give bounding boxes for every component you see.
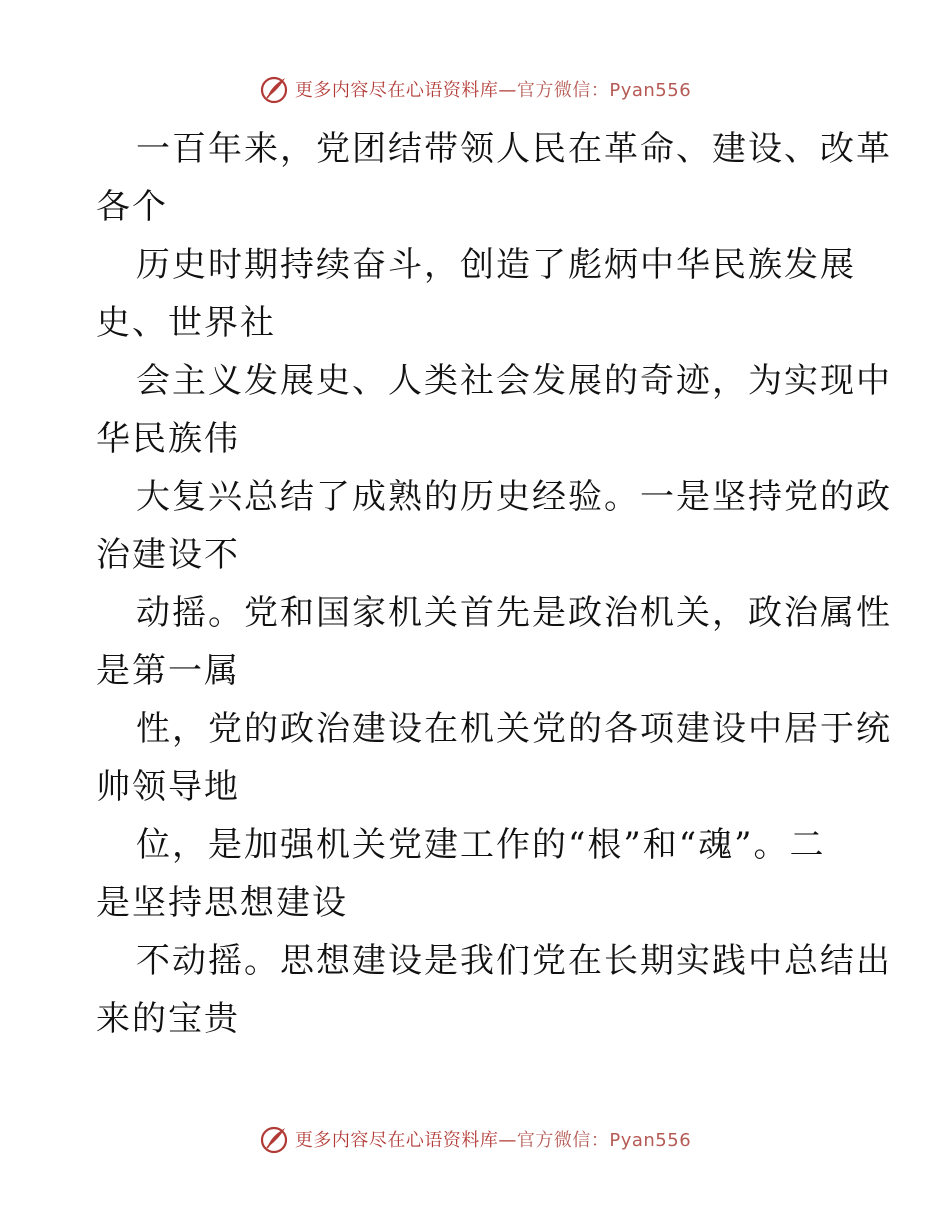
quill-logo-icon (259, 1124, 289, 1154)
header-brand-text (295, 76, 691, 102)
text-line: 帅领导地 (96, 767, 240, 807)
text-line: 性，党的政治建设在机关党的各项建设中居于统 (136, 709, 892, 749)
header-brand-name: 更多内容尽在心语资料库 (294, 80, 499, 101)
footer-brand-name: 更多内容尽在心语资料库 (294, 1130, 499, 1151)
text-line: 史、世界社 (96, 303, 276, 343)
text-line: 是坚持思想建设 (96, 883, 348, 923)
text-line: 会主义发展史、人类社会发展的奇迹，为实现中 (136, 361, 892, 401)
header-banner (0, 74, 950, 104)
header-separator: — (498, 80, 517, 101)
footer-separator: — (498, 1130, 517, 1151)
text-line: 是第一属 (96, 651, 240, 691)
text-line: 位，是加强机关党建工作的“根”和“魂”。二 (136, 825, 826, 865)
text-line: 大复兴总结了成熟的历史经验。一是坚持党的政 (136, 477, 892, 517)
footer-banner (0, 1124, 950, 1154)
text-line: 动摇。党和国家机关首先是政治机关，政治属性 (136, 593, 892, 633)
header-wechat-text: 官方微信：Pyan556 (516, 80, 692, 101)
text-line: 各个 (96, 187, 168, 227)
text-line: 历史时期持续奋斗，创造了彪炳中华民族发展 (136, 245, 856, 285)
text-line: 治建设不 (96, 535, 240, 575)
text-line: 不动摇。思想建设是我们党在长期实践中总结出 (136, 941, 892, 981)
footer-brand-text (295, 1126, 691, 1152)
footer-wechat-text: 官方微信：Pyan556 (516, 1130, 692, 1151)
text-line: 华民族伟 (96, 419, 240, 459)
quill-logo-icon (259, 74, 289, 104)
text-line: 一百年来，党团结带领人民在革命、建设、改革 (136, 129, 892, 169)
document-body (96, 120, 892, 1048)
text-line: 来的宝贵 (96, 999, 240, 1039)
